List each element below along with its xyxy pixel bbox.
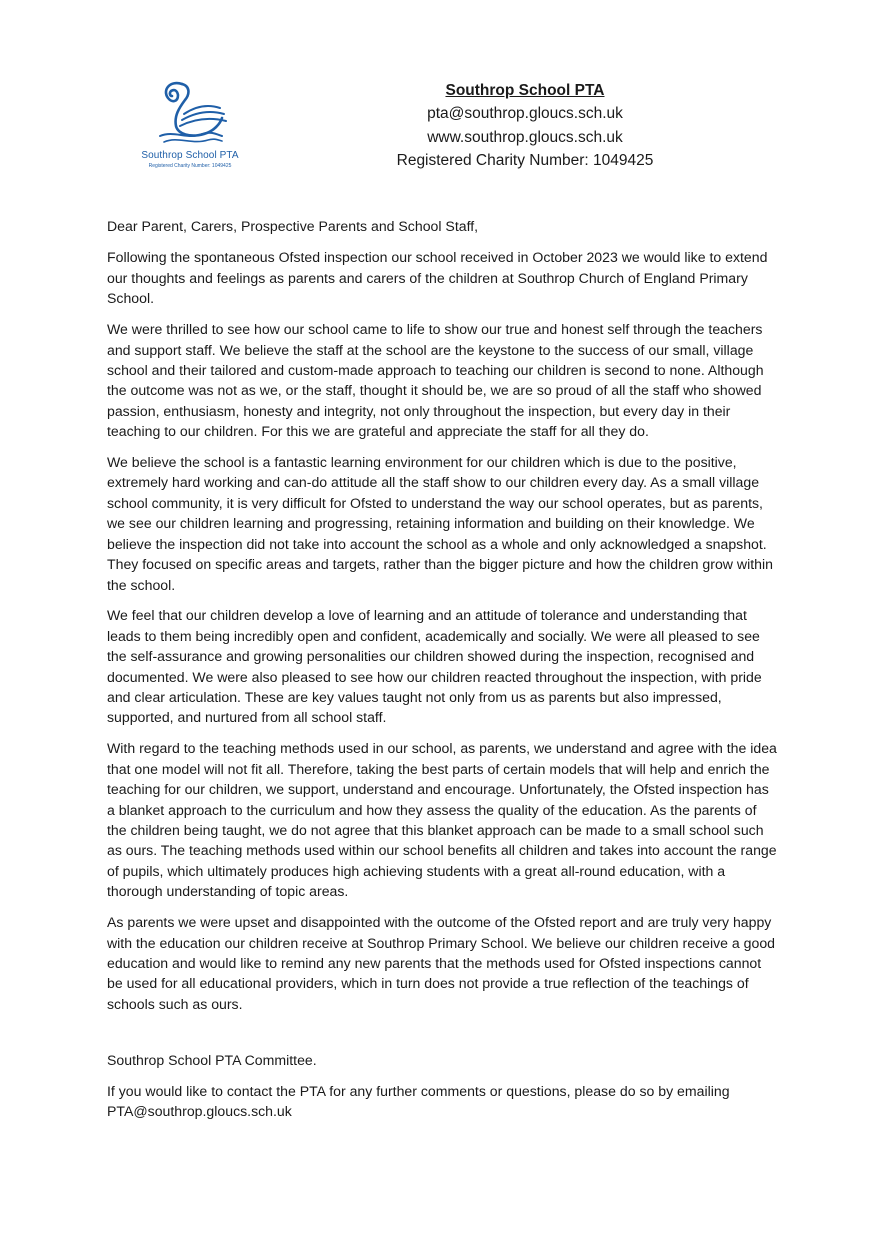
letterhead-title: Southrop School PTA bbox=[445, 82, 605, 99]
paragraph-intro: Following the spontaneous Ofsted inspection our school received in October 2023 we would like to extend our thoughts and feelings as parents and carers of the children at Southrop Church of England Primary School. bbox=[107, 249, 768, 307]
letterhead bbox=[360, 79, 690, 172]
signoff: Southrop School PTA Committee. bbox=[107, 1052, 317, 1069]
letter-body bbox=[107, 216, 779, 1132]
paragraph-environment: We believe the school is a fantastic learning environment for our children which is due to the positive, extremely hard working and can-do attitude all the staff show to our children every day. As a small village school community, it is very difficult for Ofsted to understand the way our school operates, but as parents, we see our children learning and progressing, retaining information and building on their knowledge. We believe the inspection did not take into account the school as a whole and only acknowledged a snapshot. They focused on specific areas and targets, rather than the bigger picture and how the children grow within the school. bbox=[107, 454, 773, 593]
swan-logo-icon bbox=[150, 78, 230, 146]
letterhead-website: www.southrop.gloucs.sch.uk bbox=[427, 128, 623, 146]
letterhead-charity-number: Registered Charity Number: 1049425 bbox=[396, 151, 654, 169]
contact-note bbox=[107, 1081, 779, 1122]
paragraph-learning: We feel that our children develop a love of learning and an attitude of tolerance and understanding that leads to them being incredibly open and confident, academically and socially. We were all pleased to see the self-assurance and growing personalities our children showed during the inspection, recognised and documented. We were also pleased to see how our children reacted throughout the inspection, with pride and clear articulation. These are key values taught not only from us as parents but also impressed, supported, and nurtured from all school staff. bbox=[107, 607, 762, 726]
paragraph-conclusion: As parents we were upset and disappointed with the outcome of the Ofsted report and are truly very happy with the education our children receive at Southrop Primary School. We believe our children receive a good education and would like to remind any new parents that the methods used for Ofsted inspections cannot be used for all educational providers, which in turn does not provide a true reflection of the teachings of schools such as ours. bbox=[107, 914, 775, 1012]
pta-logo bbox=[130, 78, 250, 174]
contact-email: PTA@southrop.gloucs.sch.uk bbox=[107, 1103, 292, 1120]
contact-text: If you would like to contact the PTA for any further comments or questions, please do so by emailing bbox=[107, 1083, 730, 1100]
letterhead-email: pta@southrop.gloucs.sch.uk bbox=[427, 105, 623, 123]
paragraph-staff: We were thrilled to see how our school came to life to show our true and honest self through the teachers and support staff. We believe the staff at the school are the keystone to the success of our small, village school and their tailored and custom-made approach to teaching our children is second to none. Although the outcome was not as we, or the staff, thought it should be, we are so proud of all the staff who showed passion, enthusiasm, honesty and integrity, not only throughout the inspection, but every day in their teaching to our children. For this we are grateful and appreciate the staff for all they do. bbox=[107, 321, 764, 440]
paragraph-teaching-methods: With regard to the teaching methods used in our school, as parents, we understand and agree with the idea that one model will not fit all. Therefore, taking the best parts of certain models that will help and enrich the teaching for our children, we support, understand and encourage. Unfortunately, the Ofsted inspection has a blanket approach to the curriculum and how they assess the quality of the education. As the parents of the children being taught, we do not agree that this blanket approach can be made to a small school such as ours. The teaching methods used within our school benefits all children and takes into account the range of pupils, which ultimately produces high achieving students with a great all-round education, with a thorough understanding of topic areas. bbox=[107, 740, 777, 900]
logo-name: Southrop School PTA bbox=[141, 150, 239, 161]
salutation: Dear Parent, Carers, Prospective Parents and School Staff, bbox=[107, 218, 479, 234]
logo-charity-number: Registered Charity Number: 1049425 bbox=[148, 163, 232, 169]
